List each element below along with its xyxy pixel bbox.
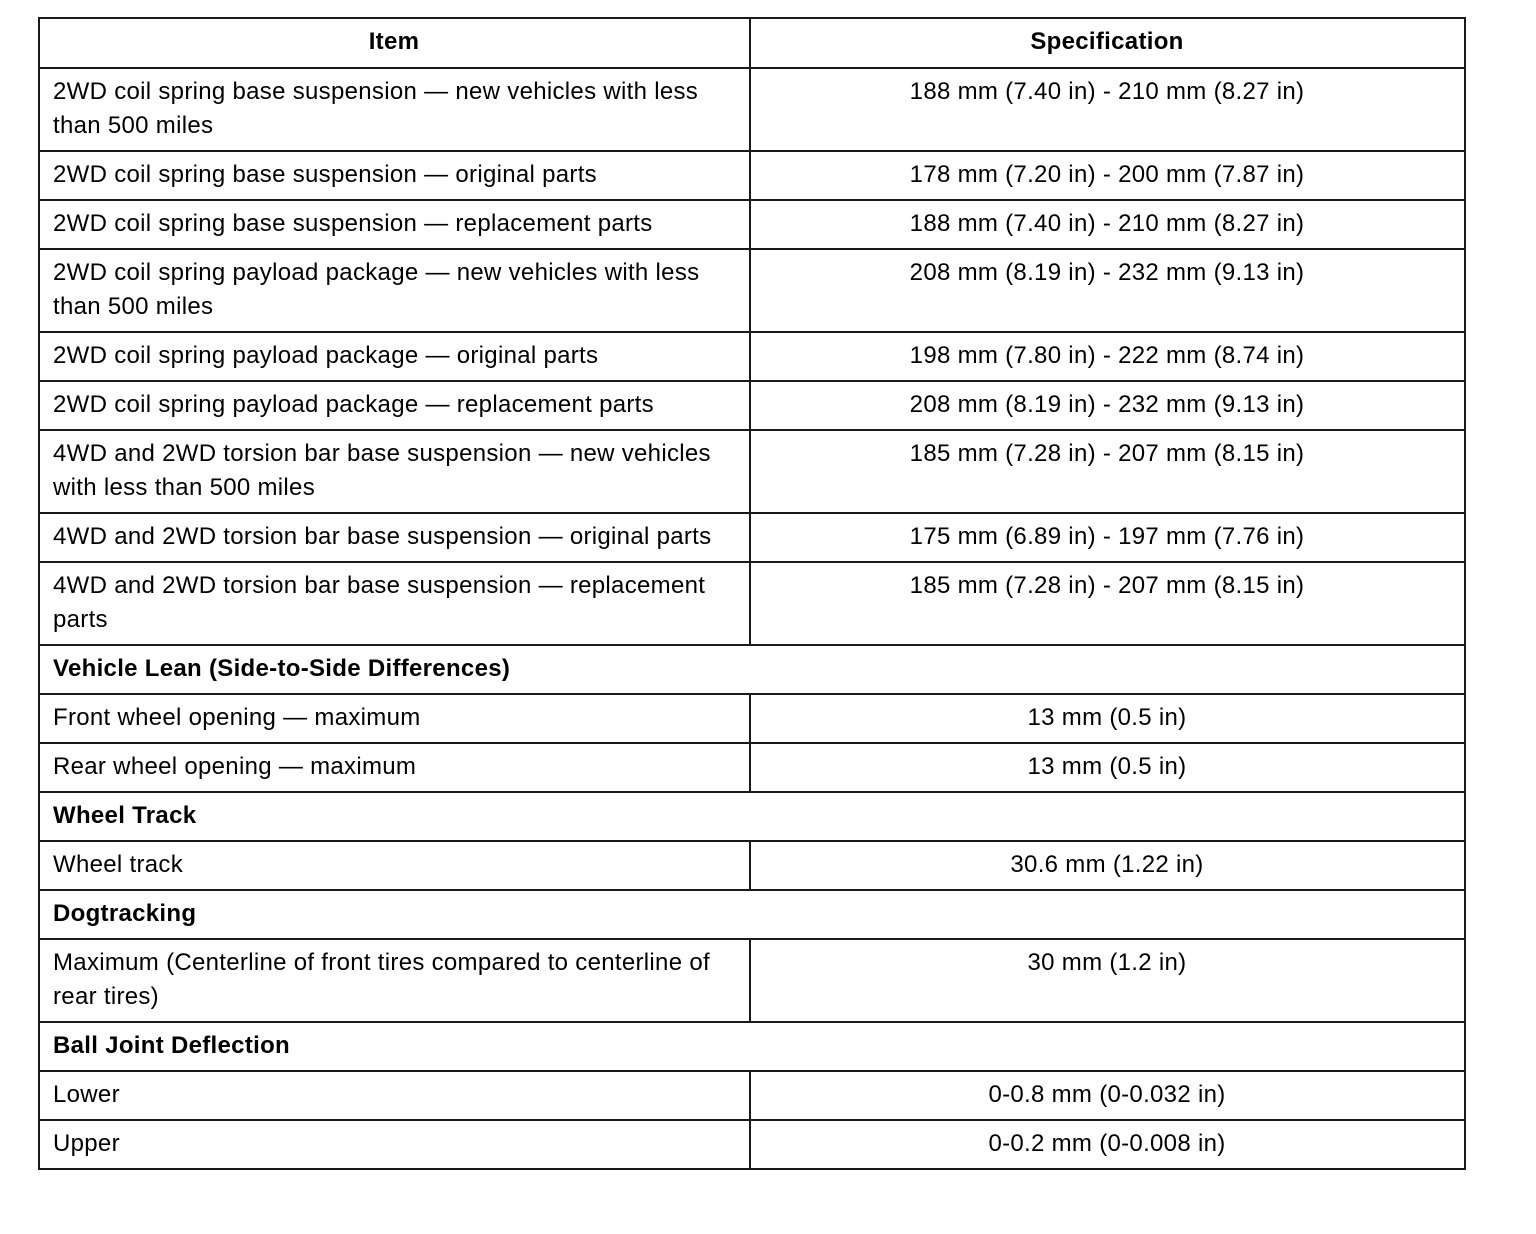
table-row [39,332,1465,381]
item-cell: 4WD and 2WD torsion bar base suspension — replacement parts [39,562,750,645]
item-cell: 2WD coil spring payload package — replacement parts [39,381,750,430]
table-row [39,694,1465,743]
spec-cell: 30 mm (1.2 in) [750,939,1465,1022]
spec-cell: 208 mm (8.19 in) - 232 mm (9.13 in) [750,249,1465,332]
section-row [39,792,1465,841]
item-cell: 2WD coil spring base suspension — replacement parts [39,200,750,249]
table-header-row [39,18,1465,68]
spec-cell: 13 mm (0.5 in) [750,743,1465,792]
table-body [39,68,1465,1169]
section-row [39,645,1465,694]
item-cell: 2WD coil spring payload package — new vehicles with less than 500 miles [39,249,750,332]
section-row [39,1022,1465,1071]
table-row [39,841,1465,890]
section-heading-ball-joint-deflection: Ball Joint Deflection [39,1022,1465,1071]
item-cell: 4WD and 2WD torsion bar base suspension — original parts [39,513,750,562]
table-row [39,430,1465,513]
section-heading-vehicle-lean: Vehicle Lean (Side-to-Side Differences) [39,645,1465,694]
spec-cell: 188 mm (7.40 in) - 210 mm (8.27 in) [750,68,1465,151]
item-cell: Rear wheel opening — maximum [39,743,750,792]
spec-cell: 175 mm (6.89 in) - 197 mm (7.76 in) [750,513,1465,562]
header-item: Item [39,18,750,68]
table-row [39,151,1465,200]
table-row [39,743,1465,792]
section-row [39,890,1465,939]
spec-cell: 0-0.2 mm (0-0.008 in) [750,1120,1465,1169]
spec-cell: 208 mm (8.19 in) - 232 mm (9.13 in) [750,381,1465,430]
spec-cell: 0-0.8 mm (0-0.032 in) [750,1071,1465,1120]
spec-cell: 198 mm (7.80 in) - 222 mm (8.74 in) [750,332,1465,381]
table-row [39,249,1465,332]
item-cell: Upper [39,1120,750,1169]
table-row [39,68,1465,151]
table-row [39,939,1465,1022]
spec-cell: 30.6 mm (1.22 in) [750,841,1465,890]
item-cell: Lower [39,1071,750,1120]
spec-cell: 185 mm (7.28 in) - 207 mm (8.15 in) [750,562,1465,645]
section-heading-dogtracking: Dogtracking [39,890,1465,939]
spec-cell: 185 mm (7.28 in) - 207 mm (8.15 in) [750,430,1465,513]
table-row [39,1071,1465,1120]
table-row [39,513,1465,562]
item-cell: 2WD coil spring base suspension — new vehicles with less than 500 miles [39,68,750,151]
spec-cell: 178 mm (7.20 in) - 200 mm (7.87 in) [750,151,1465,200]
item-cell: 2WD coil spring base suspension — original parts [39,151,750,200]
item-cell: Wheel track [39,841,750,890]
table-row [39,562,1465,645]
header-specification: Specification [750,18,1465,68]
table-row [39,1120,1465,1169]
section-heading-wheel-track: Wheel Track [39,792,1465,841]
spec-cell: 13 mm (0.5 in) [750,694,1465,743]
item-cell: 4WD and 2WD torsion bar base suspension — new vehicles with less than 500 miles [39,430,750,513]
spec-table [38,17,1466,1170]
spec-cell: 188 mm (7.40 in) - 210 mm (8.27 in) [750,200,1465,249]
item-cell: Maximum (Centerline of front tires compared to centerline of rear tires) [39,939,750,1022]
item-cell: Front wheel opening — maximum [39,694,750,743]
table-row [39,381,1465,430]
item-cell: 2WD coil spring payload package — original parts [39,332,750,381]
table-row [39,200,1465,249]
